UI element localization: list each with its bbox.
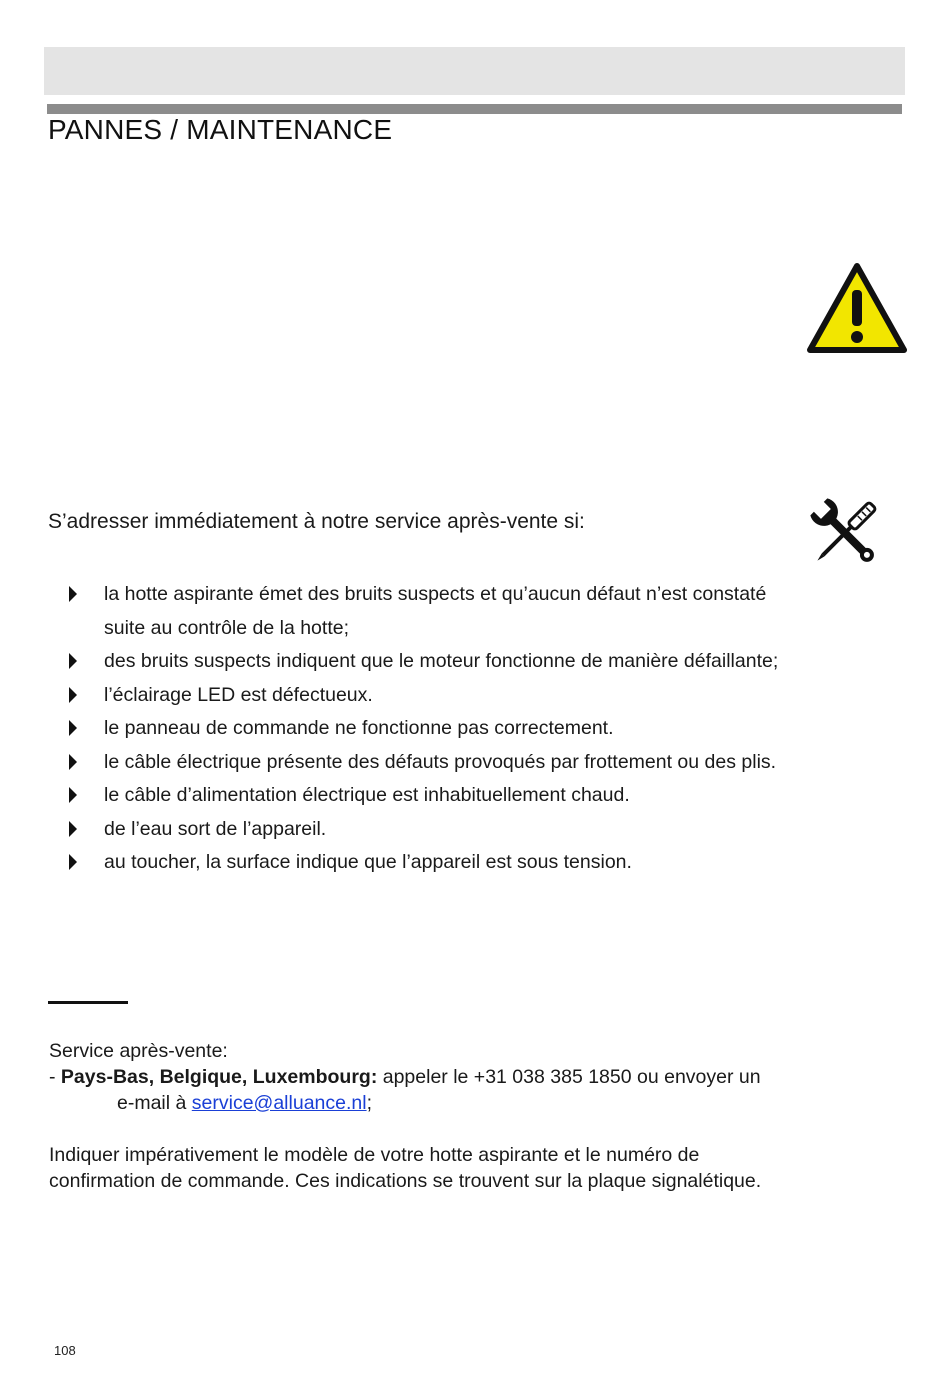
page-title: PANNES / MAINTENANCE	[48, 114, 393, 145]
contact-heading: Service après-vente:	[49, 1040, 228, 1062]
list-item-continuation: suite au contrôle de la hotte;	[104, 616, 349, 639]
bullet-arrow-icon	[69, 687, 77, 703]
list-item: l’éclairage LED est défectueux.	[60, 679, 900, 713]
note-line-2: confirmation de commande. Ces indications se trouvent sur la plaque signalétique.	[49, 1170, 762, 1192]
bullet-arrow-icon	[69, 586, 77, 602]
list-item: le panneau de commande ne fonctionne pas correctement.	[60, 712, 900, 746]
email-link[interactable]: service@alluance.nl	[191, 1092, 367, 1114]
list-item: au toucher, la surface indique que l’appareil est sous tension.	[60, 846, 900, 880]
contact-phone-text: appeler le +31 038 385 1850 ou envoyer un	[377, 1066, 761, 1088]
list-item: le câble d’alimentation électrique est inhabituellement chaud.	[60, 779, 900, 813]
list-item: de l’eau sort de l’appareil.	[60, 813, 900, 847]
symptom-list	[60, 578, 900, 880]
contact-countries: Pays-Bas, Belgique, Luxembourg:	[60, 1066, 378, 1088]
bullet-arrow-icon	[69, 653, 77, 669]
list-item: la hotte aspirante émet des bruits suspects et qu’aucun défaut n’est constaté	[60, 578, 900, 612]
note-line-1: Indiquer impérativement le modèle de votre hotte aspirante et le numéro de	[49, 1144, 700, 1166]
list-item: le câble électrique présente des défauts provoqués par frottement ou des plis.	[60, 746, 900, 780]
warning-triangle-icon	[806, 262, 908, 354]
header-band	[44, 47, 905, 95]
list-item: des bruits suspects indiquent que le moteur fonctionne de manière défaillante;	[60, 645, 900, 679]
bullet-arrow-icon	[69, 754, 77, 770]
bullet-arrow-icon	[69, 854, 77, 870]
bullet-arrow-icon	[69, 720, 77, 736]
header-rule	[47, 104, 902, 114]
contact-block	[49, 1038, 909, 1194]
bullet-arrow-icon	[69, 787, 77, 803]
spacer	[49, 1116, 909, 1142]
section-divider	[48, 1001, 128, 1004]
wrench-screwdriver-icon	[804, 492, 886, 574]
contact-email-line: e-mail à service@alluance.nl;	[117, 1092, 372, 1114]
page-number: 108	[54, 1343, 76, 1358]
service-intro: S’adresser immédiatement à notre service après-vente si:	[48, 510, 585, 533]
contact-countries-line: - Pays-Bas, Belgique, Luxembourg: appeler le +31 038 385 1850 ou envoyer un	[49, 1066, 761, 1088]
bullet-arrow-icon	[69, 821, 77, 837]
